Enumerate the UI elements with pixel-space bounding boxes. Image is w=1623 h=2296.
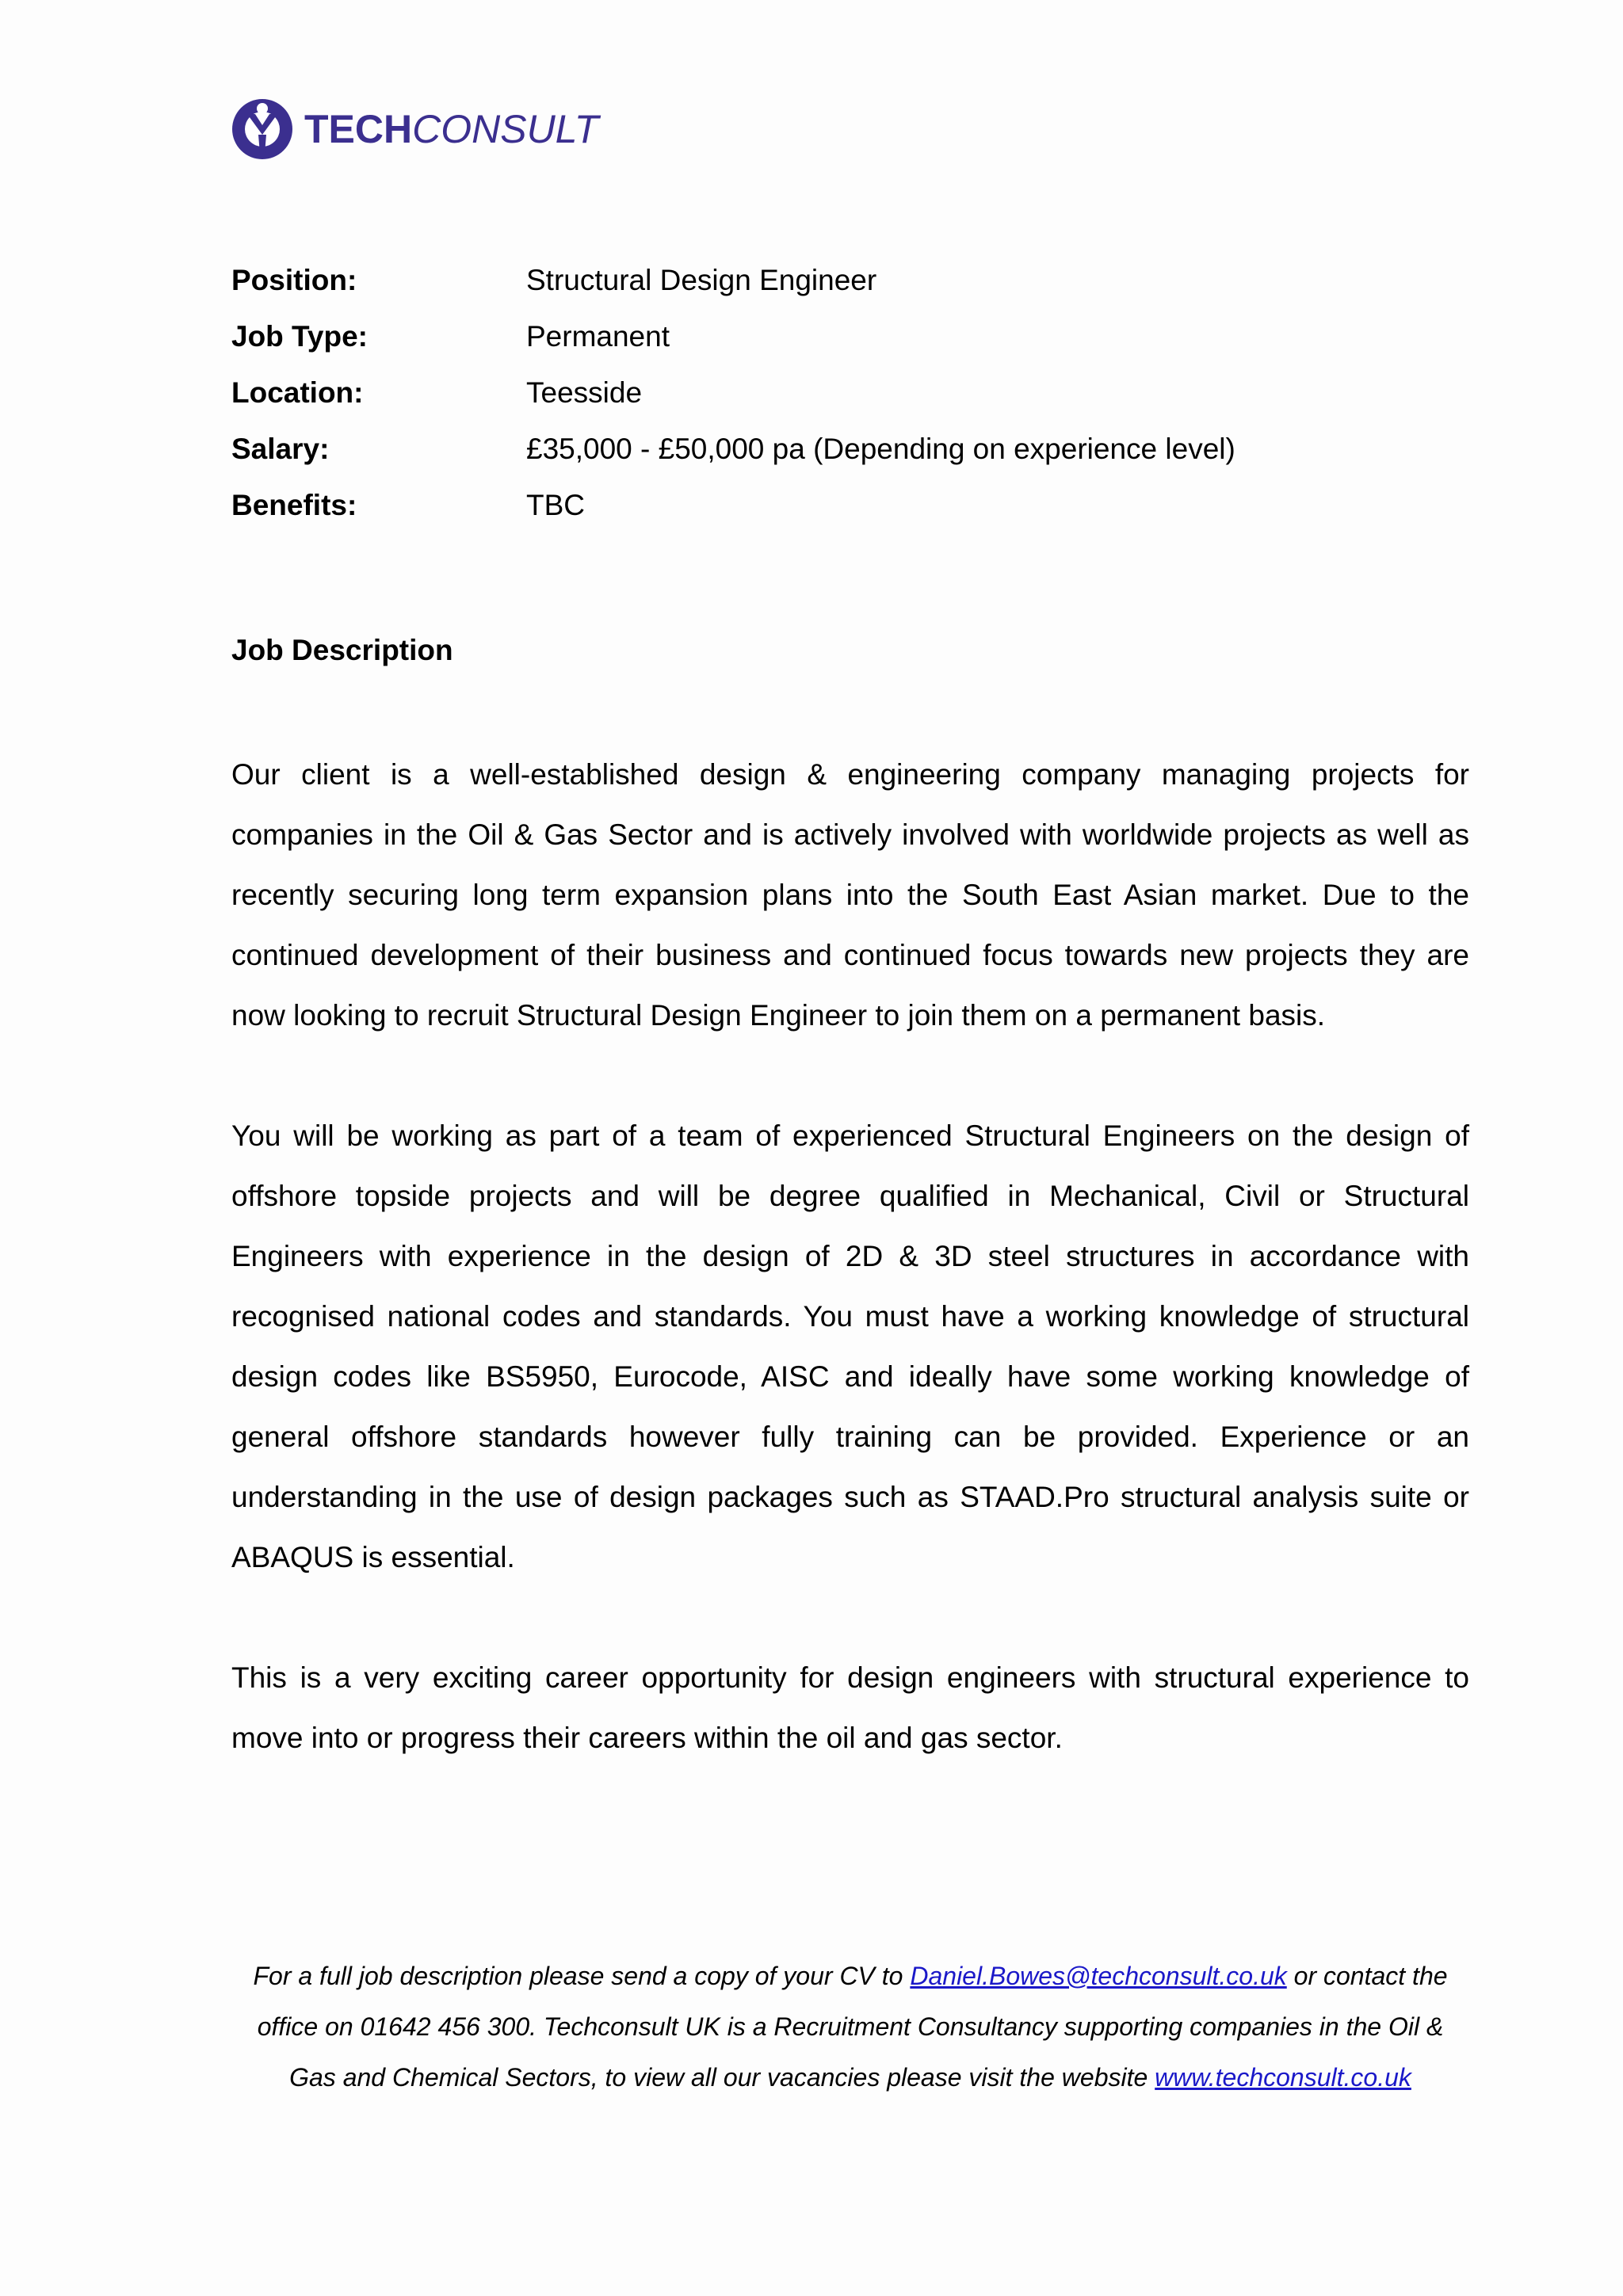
detail-value: Structural Design Engineer — [526, 263, 877, 296]
website-link[interactable]: www.techconsult.co.uk — [1155, 2063, 1411, 2092]
person-logo-icon — [230, 97, 295, 162]
techconsult-logo — [230, 97, 598, 162]
footer-contact — [231, 1951, 1469, 2103]
detail-row-location — [231, 364, 1468, 421]
job-description-heading: Job Description — [231, 634, 453, 666]
detail-label: Position: — [231, 263, 357, 296]
description-paragraph-2: You will be working as part of a team of experienced Structural Engineers on the design of offshore topside projects and will be degree qualified in Mechanical, Civil or Structural Engineers with experience in the design of 2D & 3D steel structures in accordance with recognised national codes and standards. You must have a working knowledge of structural design codes like BS5950, Eurocode, AISC and ideally have some working knowledge of general offshore standards however fully training can be provided. Experience or an understanding in the use of design packages such as STAAD.Pro structural analysis suite or ABAQUS is essential. — [231, 1119, 1469, 1573]
footer-text-1: For a full job description please send a copy of your CV to — [253, 1962, 911, 1990]
detail-label: Salary: — [231, 432, 330, 465]
detail-row-position — [231, 252, 1468, 308]
detail-row-salary — [231, 421, 1468, 477]
logo-tech: TECH — [304, 107, 413, 151]
description-paragraph-3: This is a very exciting career opportunity for design engineers with structural experience to move into or progress their careers within the oil and gas sector. — [231, 1661, 1469, 1754]
detail-value: Teesside — [526, 376, 643, 409]
detail-row-benefits — [231, 477, 1468, 533]
detail-label: Job Type: — [231, 319, 368, 353]
detail-value: Permanent — [526, 319, 670, 353]
description-paragraph-1: Our client is a well-established design & engineering company managing projects for companies in the Oil & Gas Sector and is actively involved with worldwide projects as well as recently securing long term expansion plans into the South East Asian market. Due to the continued development of their business and continued focus towards new projects they are now looking to recruit Structural Design Engineer to join them on a permanent basis. — [231, 758, 1469, 1032]
detail-row-job-type — [231, 308, 1468, 364]
footer-text-2: or contact the office on 01642 456 300. Techconsult UK is a Recruitment Consultancy supporting companies in the Oil & Gas and Chemical Sectors, to view all our vacancies please visit the website — [257, 1962, 1448, 2092]
email-link[interactable]: Daniel.Bowes@techconsult.co.uk — [910, 1962, 1287, 1990]
logo-consult: CONSULT — [412, 107, 599, 151]
detail-value: £35,000 - £50,000 pa (Depending on experience level) — [526, 432, 1235, 465]
detail-label: Location: — [231, 376, 364, 409]
job-details — [231, 252, 1468, 533]
detail-label: Benefits: — [231, 488, 357, 521]
detail-value: TBC — [526, 488, 585, 521]
logo-wordmark — [304, 109, 598, 149]
